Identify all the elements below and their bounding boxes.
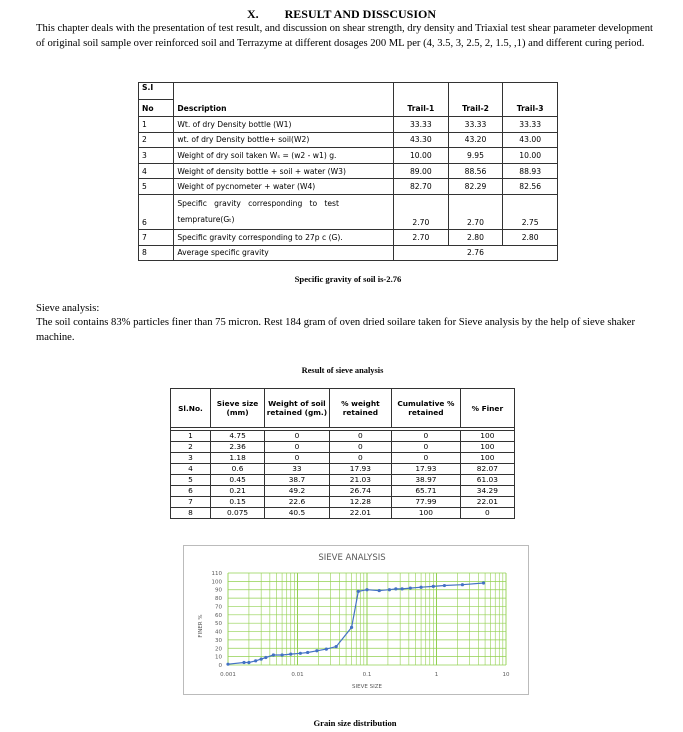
table-row: 8 Average specific gravity 2.76	[139, 245, 558, 261]
table-row: 5 0.45 38.7 21.03 38.97 61.03	[171, 475, 515, 486]
average-value: 2.76	[394, 245, 558, 261]
table-row: 7 0.15 22.6 12.28 77.99 22.01	[171, 497, 515, 508]
data-point	[401, 587, 404, 590]
y-tick-label: 50	[215, 621, 222, 628]
table-row: 2 2.36 0 0 0 100	[171, 442, 515, 453]
y-tick-label: 70	[215, 604, 222, 611]
x-tick-label: 0.01	[291, 672, 304, 678]
x-axis-label: SIEVE SIZE	[352, 684, 382, 690]
header-trail-3: Trail-3	[503, 83, 558, 117]
data-point	[419, 586, 422, 589]
intro-paragraph: This chapter deals with the presentation of test result, and discussion on shear strength, dry density and Triaxial test shear parameter development of original soil sample over reinforced soil and Terrazyme at different dosages 200 ML per (4, 3.5, 3, 2.5, 2, 1.5, ,1) and different curing period.	[36, 23, 653, 49]
y-tick-label: 100	[211, 579, 222, 586]
sg-caption: Specific gravity of soil is-2.76	[294, 274, 402, 284]
header-trail-2: Trail-2	[448, 83, 503, 117]
header-trail-1: Trail-1	[394, 83, 449, 117]
x-tick-label: 1	[434, 672, 439, 678]
data-point	[299, 652, 302, 655]
table-row: 1 Wt. of dry Density bottle (W1) 33.33 33.33 33.33	[139, 117, 558, 133]
table-row: 7 Specific gravity corresponding to 27p c (G). 2.70 2.80 2.80	[139, 229, 558, 245]
sieve-analysis-chart	[183, 545, 529, 695]
data-point	[280, 653, 283, 656]
y-tick-label: 40	[215, 629, 222, 636]
chart-title: SIEVE ANALYSIS	[318, 553, 386, 563]
data-point	[306, 651, 309, 654]
table-row: 4 0.6 33 17.93 17.93 82.07	[171, 464, 515, 475]
data-point	[260, 658, 263, 661]
table-header-row: Sl.No. Sieve size (mm) Weight of soil retained (gm.) % weight retained Cumulative % retained % Finer	[171, 389, 515, 428]
data-point	[226, 663, 229, 666]
data-point	[482, 581, 485, 584]
y-tick-label: 10	[215, 654, 222, 661]
sieve-heading: Sieve analysis:	[36, 303, 100, 314]
table-header-row	[139, 83, 558, 117]
header-description: Description	[174, 83, 394, 117]
y-tick-label: 20	[215, 646, 222, 653]
data-point	[264, 656, 267, 659]
data-point	[409, 586, 412, 589]
specific-gravity-table	[138, 82, 558, 261]
data-point	[254, 659, 257, 662]
sieve-paragraph: The soil contains 83% particles finer than 75 micron. Rest 184 gram of oven dried soilare taken for Sieve analysis by the help of sieve shaker machine.	[36, 317, 635, 343]
data-point	[443, 584, 446, 587]
data-point	[378, 589, 381, 592]
x-tick-label: 10	[502, 672, 510, 678]
table-row: 5 Weight of pycnometer + water (W4) 82.70 82.29 82.56	[139, 179, 558, 195]
data-point	[365, 588, 368, 591]
data-point	[272, 653, 275, 656]
table-row: 6 0.21 49.2 26.74 65.71 34.29	[171, 486, 515, 497]
table-row: 1 4.75 0 0 0 100	[171, 431, 515, 442]
data-point	[242, 661, 245, 664]
data-point	[335, 645, 338, 648]
table-row: 4 Weight of density bottle + soil + water (W3) 89.00 88.56 88.93	[139, 163, 558, 179]
y-axis-label: FINER %	[198, 614, 204, 638]
data-point	[357, 590, 360, 593]
x-tick-label: 0.001	[220, 672, 236, 678]
y-tick-label: 60	[215, 612, 222, 619]
data-point	[247, 661, 250, 664]
data-point	[325, 648, 328, 651]
section-heading	[0, 7, 683, 22]
section-title: RESULT AND DISSCUSION	[284, 7, 437, 21]
sieve-table	[170, 388, 515, 519]
table-row: 6 Specific gravity corresponding to test temprature(Gₜ) 2.70 2.70 2.75	[139, 194, 558, 229]
table-row: 8 0.075 40.5 22.01 100 0	[171, 508, 515, 519]
header-sl: S.I No	[139, 83, 174, 117]
data-point	[394, 587, 397, 590]
y-tick-label: 0	[218, 663, 222, 669]
data-point	[432, 585, 435, 588]
data-point	[315, 649, 318, 652]
y-tick-label: 90	[215, 587, 222, 594]
y-tick-label: 30	[215, 637, 222, 644]
data-point	[461, 583, 464, 586]
series-line	[228, 583, 484, 664]
table-row: 3 Weight of dry soil taken Wₛ = (w2 - w1) g. 10.00 9.95 10.00	[139, 148, 558, 164]
chart-canvas	[184, 546, 528, 694]
table-row: 2 wt. of dry Density bottle+ soil(W2) 43.30 43.20 43.00	[139, 132, 558, 148]
data-point	[350, 626, 353, 629]
y-tick-label: 110	[211, 571, 222, 577]
y-tick-label: 80	[215, 596, 222, 603]
x-tick-label: 0.1	[362, 672, 372, 678]
chart-caption: Grain size distribution	[313, 718, 397, 728]
data-point	[289, 653, 292, 656]
data-point	[388, 588, 391, 591]
sieve-caption: Result of sieve analysis	[301, 366, 384, 375]
table-row: 3 1.18 0 0 0 100	[171, 453, 515, 464]
section-number: X.	[246, 7, 259, 21]
